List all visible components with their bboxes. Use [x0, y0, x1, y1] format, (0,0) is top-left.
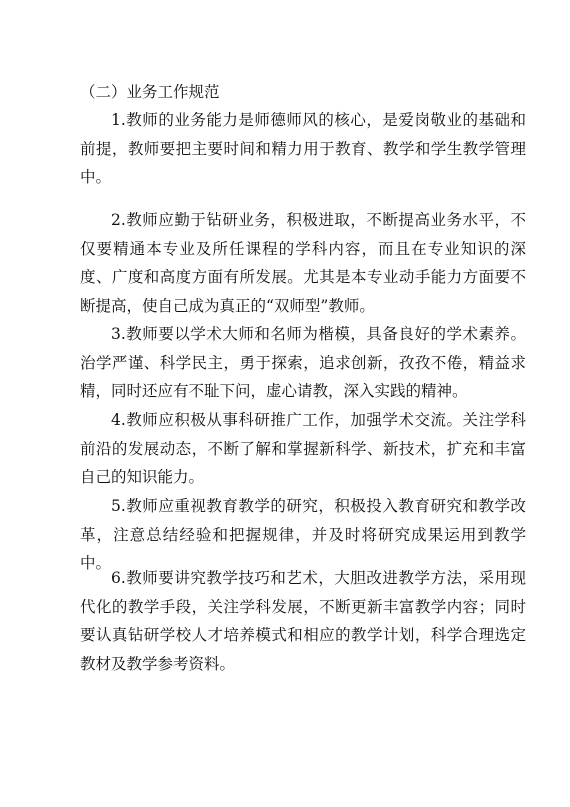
section-heading: （二）业务工作规范 — [80, 83, 220, 101]
paragraph-1: 1.教师的业务能力是师德师风的核心，是爱岗敬业的基础和前提，教师要把主要时间和精力用于教育、教学和学生教学管理中。 — [80, 111, 526, 187]
paragraph-2: 2.教师应勤于钻研业务，积极进取，不断提高业务水平，不仅要精通本专业及所任课程的学科内容，而且在专业知识的深度、广度和高度方面有所发展。尤其是本专业动手能力方面要不断提高，使自己成为真正的“双师型”教师。 — [80, 211, 526, 315]
paragraph-3: 3.教师要以学术大师和名师为楷模，具备良好的学术素养。治学严谨、科学民主，勇于探索，追求创新，孜孜不倦，精益求精，同时还应有不耻下问，虚心请教，深入实践的精神。 — [80, 325, 526, 401]
paragraph-5: 5.教师应重视教育教学的研究，积极投入教育研究和教学改革，注意总结经验和把握规律，并及时将研究成果运用到教学中。 — [80, 497, 526, 573]
paragraph-4: 4.教师应积极从事科研推广工作，加强学术交流。关注学科前沿的发展动态，不断了解和掌握新科学、新技术，扩充和丰富自己的知识能力。 — [80, 411, 526, 487]
paragraph-6: 6.教师要讲究教学技巧和艺术，大胆改进教学方法，采用现代化的教学手段，关注学科发展，不断更新丰富教学内容；同时要认真钻研学校人才培养模式和相应的教学计划，科学合理选定教材及教学参考资料。 — [80, 569, 526, 673]
